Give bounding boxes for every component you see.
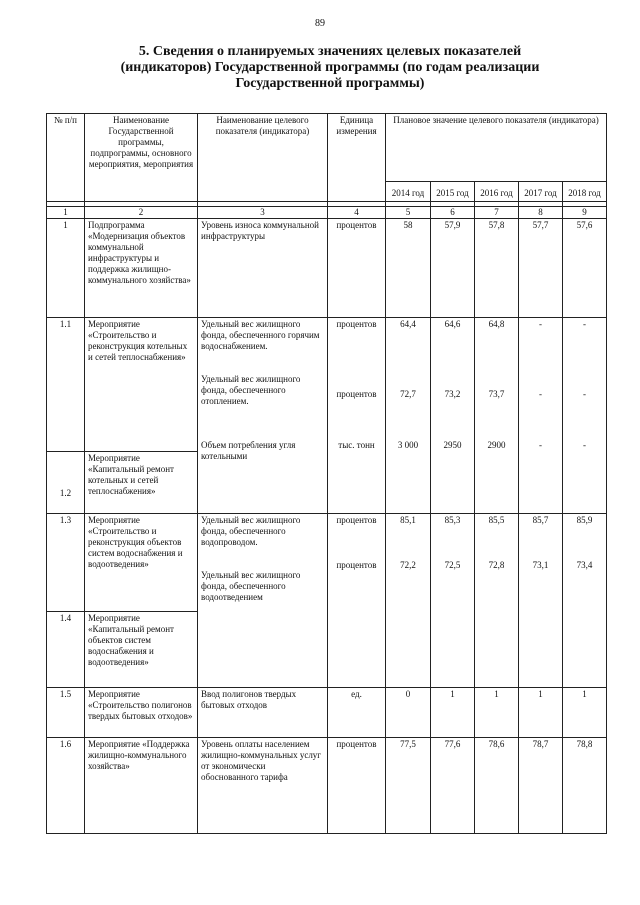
value: 85,1: [400, 515, 416, 525]
row-number: 1: [47, 219, 85, 318]
value-2016: [475, 514, 519, 688]
header-indicator-name: Наименование целевого показателя (индикатора): [198, 114, 328, 202]
header-unit: Единица измерения: [328, 114, 386, 202]
indicator-name: [198, 318, 328, 514]
unit: [328, 318, 386, 514]
header-year: 2015 год: [431, 182, 475, 202]
unit-text: тыс. тонн: [338, 440, 375, 450]
column-number: 4: [328, 207, 386, 219]
indicator-name: [198, 514, 328, 688]
value: 3 000: [397, 440, 419, 450]
indicators-table: [46, 113, 607, 834]
title-line: 5. Сведения о планируемых значениях целевых показателей: [138, 44, 522, 59]
value: 64,6: [444, 319, 461, 329]
indicator-text: Объем потребления угля котельными: [201, 440, 296, 461]
program-name: Мероприятие «Строительство и реконструкция котельных и сетей теплоснабжения»: [85, 318, 198, 452]
unit: ед.: [328, 688, 386, 738]
unit-text: процентов: [336, 319, 377, 329]
unit: [328, 514, 386, 688]
indicator-text: Удельный вес жилищного фонда, обеспеченного горячим водоснабжением.: [201, 319, 320, 351]
header-plan-value: Плановое значение целевого показателя (индикатора): [386, 114, 607, 182]
value-2014: 58: [386, 219, 431, 318]
value: 73,1: [532, 560, 549, 570]
row-number: 1.3: [47, 514, 85, 612]
value: 64,4: [400, 319, 416, 329]
unit: процентов: [328, 219, 386, 318]
header-program-name: Наименование Государственной программы, подпрограммы, основного мероприятия, мероприятия: [85, 114, 198, 202]
value-2018: 57,6: [563, 219, 607, 318]
column-number: 2: [85, 207, 198, 219]
column-number: 5: [386, 207, 431, 219]
value-2018: [563, 318, 607, 514]
row-number: 1.5: [47, 688, 85, 738]
column-number: 3: [198, 207, 328, 219]
value-2016: 57,8: [475, 219, 519, 318]
value: 72,5: [444, 560, 461, 570]
title-line: (индикаторов) Государственной программы (по годам реализации: [120, 60, 540, 75]
program-name: Мероприятие «Поддержка жилищно-коммунального хозяйства»: [85, 738, 198, 834]
value-2016: [475, 318, 519, 514]
unit-text: процентов: [336, 389, 377, 399]
table-row: [47, 219, 607, 318]
value: 73,2: [444, 389, 461, 399]
value-2014: [386, 318, 431, 514]
value: -: [539, 319, 542, 329]
unit: процентов: [328, 738, 386, 834]
value-2017: [519, 514, 563, 688]
section-title: [95, 44, 565, 92]
column-numbers-row: [47, 207, 607, 219]
header-year: 2014 год: [386, 182, 431, 202]
row-number: 1.4: [47, 612, 85, 688]
value-2018: 1: [563, 688, 607, 738]
indicator-name: Ввод полигонов твердых бытовых отходов: [198, 688, 328, 738]
table-row: [47, 688, 607, 738]
value-2015: [431, 318, 475, 514]
column-number: 8: [519, 207, 563, 219]
value: -: [583, 319, 586, 329]
indicator-name: Уровень износа коммунальной инфраструктуры: [198, 219, 328, 318]
value-2017: [519, 318, 563, 514]
program-name: Подпрограмма «Модернизация объектов коммунальной инфраструктуры и поддержка жилищно-коммунального хозяйства»: [85, 219, 198, 318]
header-year: 2016 год: [475, 182, 519, 202]
header-year: 2018 год: [563, 182, 607, 202]
value: -: [539, 440, 542, 450]
header-num: № п/п: [47, 114, 85, 202]
program-name: Мероприятие «Строительство полигонов твердых бытовых отходов»: [85, 688, 198, 738]
value-2015: 57,9: [431, 219, 475, 318]
column-number: 7: [475, 207, 519, 219]
value: 64,8: [488, 319, 505, 329]
unit-text: процентов: [336, 560, 377, 570]
page-number: 89: [315, 18, 325, 29]
value: 73,7: [488, 389, 505, 399]
table-row: [47, 738, 607, 834]
value: 72,8: [488, 560, 505, 570]
value-2018: [563, 514, 607, 688]
value: -: [583, 440, 586, 450]
value-2015: 77,6: [431, 738, 475, 834]
column-number: 1: [47, 207, 85, 219]
value: 73,4: [576, 560, 593, 570]
value-2015: [431, 514, 475, 688]
value-2014: 0: [386, 688, 431, 738]
value-2016: 78,6: [475, 738, 519, 834]
value-2018: 78,8: [563, 738, 607, 834]
row-number: 1.1: [47, 318, 85, 452]
title-line: Государственной программы): [235, 76, 425, 91]
value-2014: [386, 514, 431, 688]
value-2014: 77,5: [386, 738, 431, 834]
value: -: [539, 389, 542, 399]
value-2016: 1: [475, 688, 519, 738]
value-2017: 78,7: [519, 738, 563, 834]
value-2017: 1: [519, 688, 563, 738]
indicator-text: Удельный вес жилищного фонда, обеспеченного отоплением.: [201, 374, 301, 406]
value: 2950: [443, 440, 462, 450]
program-name: Мероприятие «Капитальный ремонт котельных и сетей теплоснабжения»: [85, 452, 198, 514]
unit-text: процентов: [336, 515, 377, 525]
column-number: 6: [431, 207, 475, 219]
column-number: 9: [563, 207, 607, 219]
header-year: 2017 год: [519, 182, 563, 202]
value: 85,5: [488, 515, 505, 525]
program-name: Мероприятие «Капитальный ремонт объектов систем водоснабжения и водоотведения»: [85, 612, 198, 688]
table-row: [47, 318, 607, 452]
row-number: 1.6: [47, 738, 85, 834]
value: 85,3: [444, 515, 461, 525]
table-row: [47, 514, 607, 612]
indicator-name: Уровень оплаты населением жилищно-коммунальных услуг от экономически обоснованного тарифа: [198, 738, 328, 834]
value-2017: 57,7: [519, 219, 563, 318]
value: 72,2: [400, 560, 416, 570]
value: 72,7: [400, 389, 416, 399]
row-number: 1.2: [47, 452, 85, 514]
indicator-text: Удельный вес жилищного фонда, обеспеченного водоотведением: [201, 570, 301, 602]
value: 2900: [487, 440, 506, 450]
value: -: [583, 389, 586, 399]
indicator-text: Удельный вес жилищного фонда, обеспеченного водопроводом.: [201, 515, 301, 547]
value: 85,9: [576, 515, 593, 525]
program-name: Мероприятие «Строительство и реконструкция объектов систем водоснабжения и водоотведения»: [85, 514, 198, 612]
value: 85,7: [532, 515, 549, 525]
value-2015: 1: [431, 688, 475, 738]
